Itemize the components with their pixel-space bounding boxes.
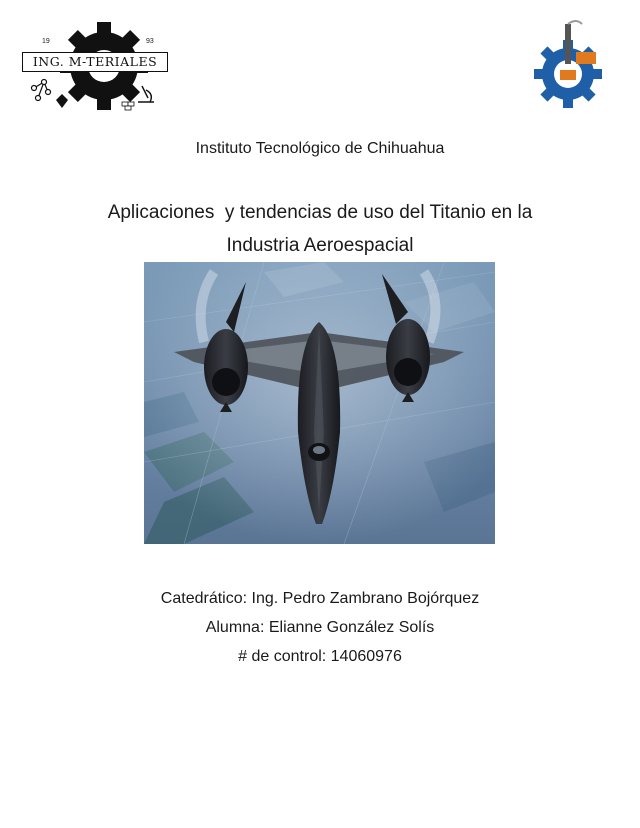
aircraft-photo-icon: [144, 262, 495, 544]
title-line-1: Aplicaciones y tendencias de uso del Titanio en la: [107, 202, 533, 223]
control-number-line: # de control: 14060976: [238, 648, 402, 665]
document-title: [0, 196, 640, 262]
institute-name: Instituto Tecnológico de Chihuahua: [195, 140, 445, 157]
credits: [0, 584, 640, 671]
teacher-line: Catedrático: Ing. Pedro Zambrano Bojórquez: [160, 590, 480, 607]
student-line: Alumna: Elianne González Solís: [205, 619, 435, 636]
logo-year-right: 93: [146, 38, 154, 45]
tecnologico-logo: [532, 18, 606, 110]
cover-photo: [144, 262, 495, 544]
logo-text: ING. M-TERIALES: [22, 52, 168, 72]
materials-engineering-logo: [22, 16, 168, 120]
logo-year-left: 19: [42, 38, 50, 45]
tecnologico-gear-icon: [532, 18, 606, 110]
title-line-2: Industria Aeroespacial: [226, 235, 414, 256]
